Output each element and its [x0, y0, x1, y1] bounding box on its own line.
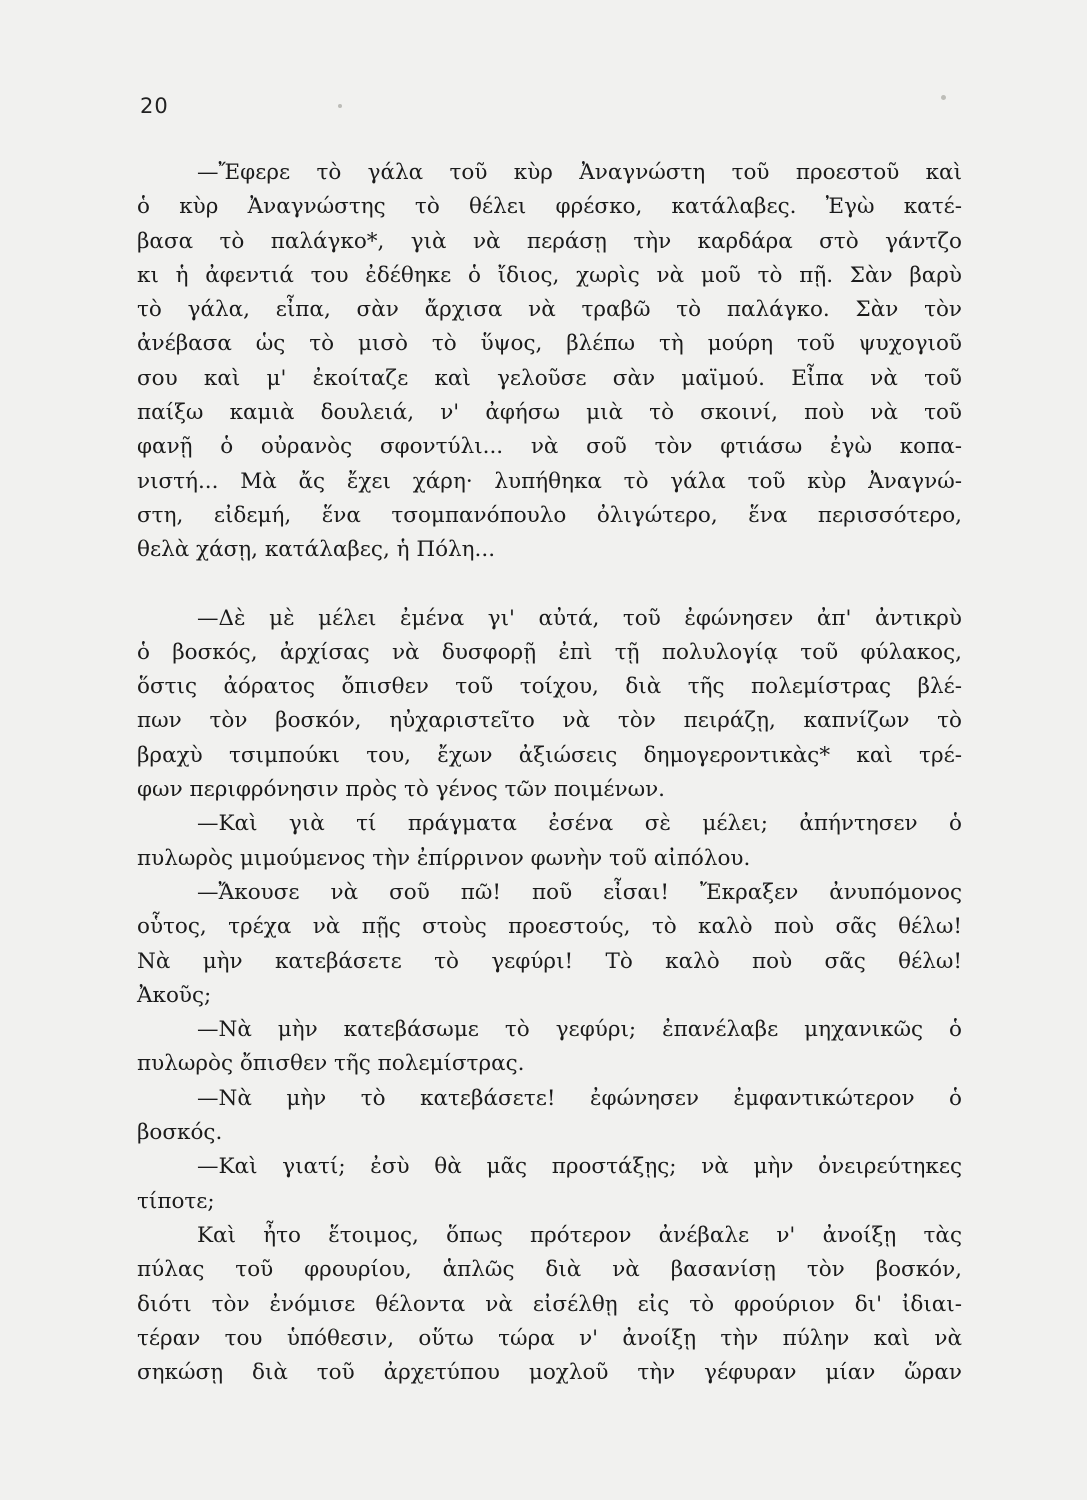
text-line: ὁ βοσκός, ἀρχίσας νὰ δυσφορῇ ἐπὶ τῇ πολυλογίᾳ τοῦ φύλακος, — [137, 639, 962, 665]
page-number: 20 — [140, 94, 169, 118]
text-line: τὸ γάλα, εἶπα, σὰν ἄρχισα νὰ τραβῶ τὸ παλάγκο. Σὰν τὸν — [137, 297, 962, 323]
paper-speck — [338, 104, 342, 108]
text-line: σηκώσῃ διὰ τοῦ ἀρχετύπου μοχλοῦ τὴν γέφυραν μίαν ὥραν — [137, 1360, 962, 1386]
text-line: πύλας τοῦ φρουρίου, ἁπλῶς διὰ νὰ βασανίσῃ τὸν βοσκόν, — [137, 1257, 962, 1283]
text-line: φανῇ ὁ οὐρανὸς σφοντύλι... νὰ σοῦ τὸν φτιάσω ἐγὼ κοπα- — [137, 434, 962, 460]
text-line: κι ἡ ἀφεντιά του ἐδέθηκε ὁ ἴδιος, χωρὶς νὰ μοῦ τὸ πῇ. Σὰν βαρὺ — [137, 262, 962, 288]
text-line: Καὶ ἦτο ἕτοιμος, ὅπως πρότερον ἀνέβαλε ν' ἀνοίξῃ τὰς — [197, 1222, 962, 1248]
text-line: σου καὶ μ' ἐκοίταζε καὶ γελοῦσε σὰν μαϊμού. Εἶπα νὰ τοῦ — [137, 365, 962, 391]
text-line: στη, εἰδεμή, ἕνα τσομπανόπουλο ὀλιγώτερο, ἕνα περισσότερο, — [137, 502, 962, 528]
text-line: ὅστις ἀόρατος ὄπισθεν τοῦ τοίχου, διὰ τῆς πολεμίστρας βλέ- — [137, 674, 962, 700]
text-line: —Ἔφερε τὸ γάλα τοῦ κὺρ Ἀναγνώστη τοῦ προεστοῦ καὶ — [197, 160, 962, 185]
text-line: βραχὺ τσιμπούκι του, ἔχων ἀξιώσεις δημογεροντικὰς* καὶ τρέ- — [137, 742, 962, 768]
paragraph — [137, 1219, 962, 1390]
text-line: πων τὸν βοσκόν, ηὐχαριστεῖτο νὰ τὸν πειράζῃ, καπνίζων τὸ — [137, 708, 962, 734]
text-line: ἀνέβασα ὡς τὸ μισὸ τὸ ὕψος, βλέπω τὴ μούρη τοῦ ψυχογιοῦ — [137, 331, 962, 357]
paragraph — [137, 156, 962, 568]
text-line: —Καὶ γιὰ τί πράγματα ἐσένα σὲ μέλει; ἀπήντησεν ὁ — [197, 811, 962, 837]
paragraph — [137, 1150, 962, 1219]
paper-speck — [941, 95, 946, 100]
text-line: —Νὰ μὴν τὸ κατεβάσετε! ἐφώνησεν ἐμφαντικώτερον ὁ — [197, 1085, 962, 1111]
text-line: τίποτε; — [137, 1188, 215, 1214]
text-line: βοσκός. — [137, 1120, 223, 1146]
paragraph — [137, 1013, 962, 1082]
text-line: Ἀκοῦς; — [137, 982, 212, 1008]
body-text — [137, 156, 962, 1390]
text-line: Νὰ μὴν κατεβάσετε τὸ γεφύρι! Τὸ καλὸ ποὺ σᾶς θέλω! — [137, 948, 962, 974]
text-line: —Καὶ γιατί; ἐσὺ θὰ μᾶς προστάξῃς; νὰ μὴν ὀνειρεύτηκες — [197, 1154, 962, 1180]
paragraph — [137, 602, 962, 808]
paragraph — [137, 876, 962, 1013]
paragraph — [137, 807, 962, 876]
text-line: ὁ κὺρ Ἀναγνώστης τὸ θέλει φρέσκο, κατάλαβες. Ἐγὼ κατέ- — [137, 194, 962, 220]
text-line: παίξω καμιὰ δουλειά, ν' ἀφήσω μιὰ τὸ σκοινί, ποὺ νὰ τοῦ — [137, 400, 962, 426]
text-line: διότι τὸν ἐνόμισε θέλοντα νὰ εἰσέλθῃ εἰς τὸ φρούριον δι' ἰδιαι- — [137, 1291, 962, 1317]
text-line: τέραν του ὑπόθεσιν, οὕτω τώρα ν' ἀνοίξῃ τὴν πύλην καὶ νὰ — [137, 1325, 962, 1351]
text-line: φων περιφρόνησιν πρὸς τὸ γένος τῶν ποιμένων. — [137, 777, 666, 803]
text-line: —Δὲ μὲ μέλει ἐμένα γι' αὐτά, τοῦ ἐφώνησεν ἀπ' ἀντικρὺ — [197, 605, 962, 631]
text-line: πυλωρὸς μιμούμενος τὴν ἐπίρρινον φωνὴν τοῦ αἰπόλου. — [137, 845, 751, 871]
text-line: θελὰ χάσῃ, κατάλαβες, ἡ Πόλη... — [137, 537, 496, 563]
text-line: —Ἄκουσε νὰ σοῦ πῶ! ποῦ εἶσαι! Ἔκραξεν ἀνυπόμονος — [197, 879, 962, 905]
paragraph — [137, 1082, 962, 1151]
text-line: —Νὰ μὴν κατεβάσωμε τὸ γεφύρι; ἐπανέλαβε μηχανικῶς ὁ — [197, 1017, 962, 1043]
text-line: πυλωρὸς ὄπισθεν τῆς πολεμίστρας. — [137, 1051, 525, 1077]
section-gap — [137, 568, 962, 602]
text-line: βασα τὸ παλάγκο*, γιὰ νὰ περάσῃ τὴν καρδάρα στὸ γάντζο — [137, 228, 962, 254]
text-line: οὗτος, τρέχα νὰ πῇς στοὺς προεστούς, τὸ καλὸ ποὺ σᾶς θέλω! — [137, 914, 962, 940]
text-line: νιστή... Μὰ ἄς ἔχει χάρη· λυπήθηκα τὸ γάλα τοῦ κὺρ Ἀναγνώ- — [137, 468, 962, 494]
